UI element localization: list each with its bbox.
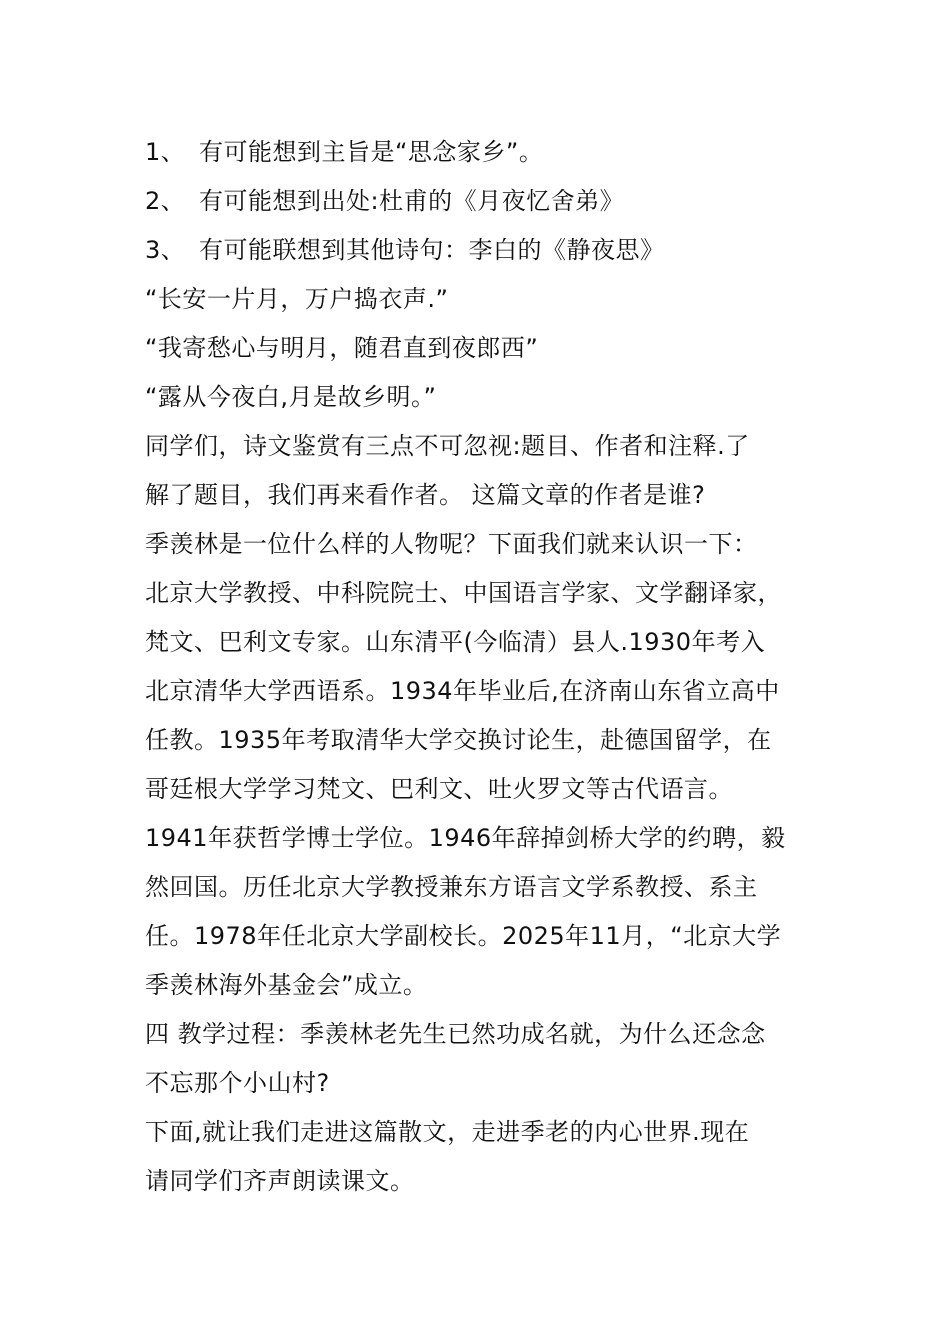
section-heading: 四 教学过程：季羡林老先生已然功成名就，为什么还念念 (145, 1020, 766, 1048)
list-text: 有可能联想到其他诗句：李白的《静夜思》 (199, 236, 665, 264)
list-item (145, 128, 815, 177)
list-text: 有可能想到出处:杜甫的《月夜忆舍弟》 (199, 187, 625, 215)
poem-quote: “长安一片月，万户捣衣声.” (145, 285, 449, 313)
list-item (145, 177, 815, 226)
list-number: 3、 (145, 236, 186, 264)
text-line: 请同学们齐声朗读课文。 (145, 1167, 415, 1195)
text-line: 1941年获哲学博士学位。1946年辞掉剑桥大学的约聘，毅 (145, 824, 786, 852)
list-item (145, 226, 815, 275)
text-line: 任教。1935年考取清华大学交换讨论生，赴德国留学，在 (145, 726, 772, 754)
text-line: 下面,就让我们走进这篇散文，走进季老的内心世界.现在 (145, 1118, 750, 1146)
text-line: 解了题目，我们再来看作者。 这篇文章的作者是谁? (145, 481, 706, 509)
poem-quote: “露从今夜白,月是故乡明。” (145, 383, 437, 411)
list-number: 1、 (145, 138, 186, 166)
text-line: 季羡林是一位什么样的人物呢？下面我们就来认识一下： (145, 530, 758, 558)
document-body (145, 128, 815, 1206)
text-line: 季羡林海外基金会”成立。 (145, 971, 428, 999)
text-line: 北京清华大学西语系。1934年毕业后,在济南山东省立高中 (145, 677, 780, 705)
list-number: 2、 (145, 187, 186, 215)
text-line: 哥廷根大学学习梵文、巴利文、吐火罗文等古代语言。 (145, 775, 733, 803)
text-line: 不忘那个小山村? (145, 1069, 330, 1097)
text-line: 北京大学教授、中科院院士、中国语言学家、文学翻译家， (145, 579, 782, 607)
text-line: 任。1978年任北京大学副校长。2025年11月，“北京大学 (145, 922, 782, 950)
poem-quote: “我寄愁心与明月，随君直到夜郎西” (145, 334, 539, 362)
text-line: 梵文、巴利文专家。山东清平(今临清）县人.1930年考入 (145, 628, 766, 656)
text-line: 同学们，诗文鉴赏有三点不可忽视:题目、作者和注释.了 (145, 432, 750, 460)
list-text: 有可能想到主旨是“思念家乡”。 (199, 138, 544, 166)
text-line: 然回国。历任北京大学教授兼东方语言文学系教授、系主 (145, 873, 758, 901)
